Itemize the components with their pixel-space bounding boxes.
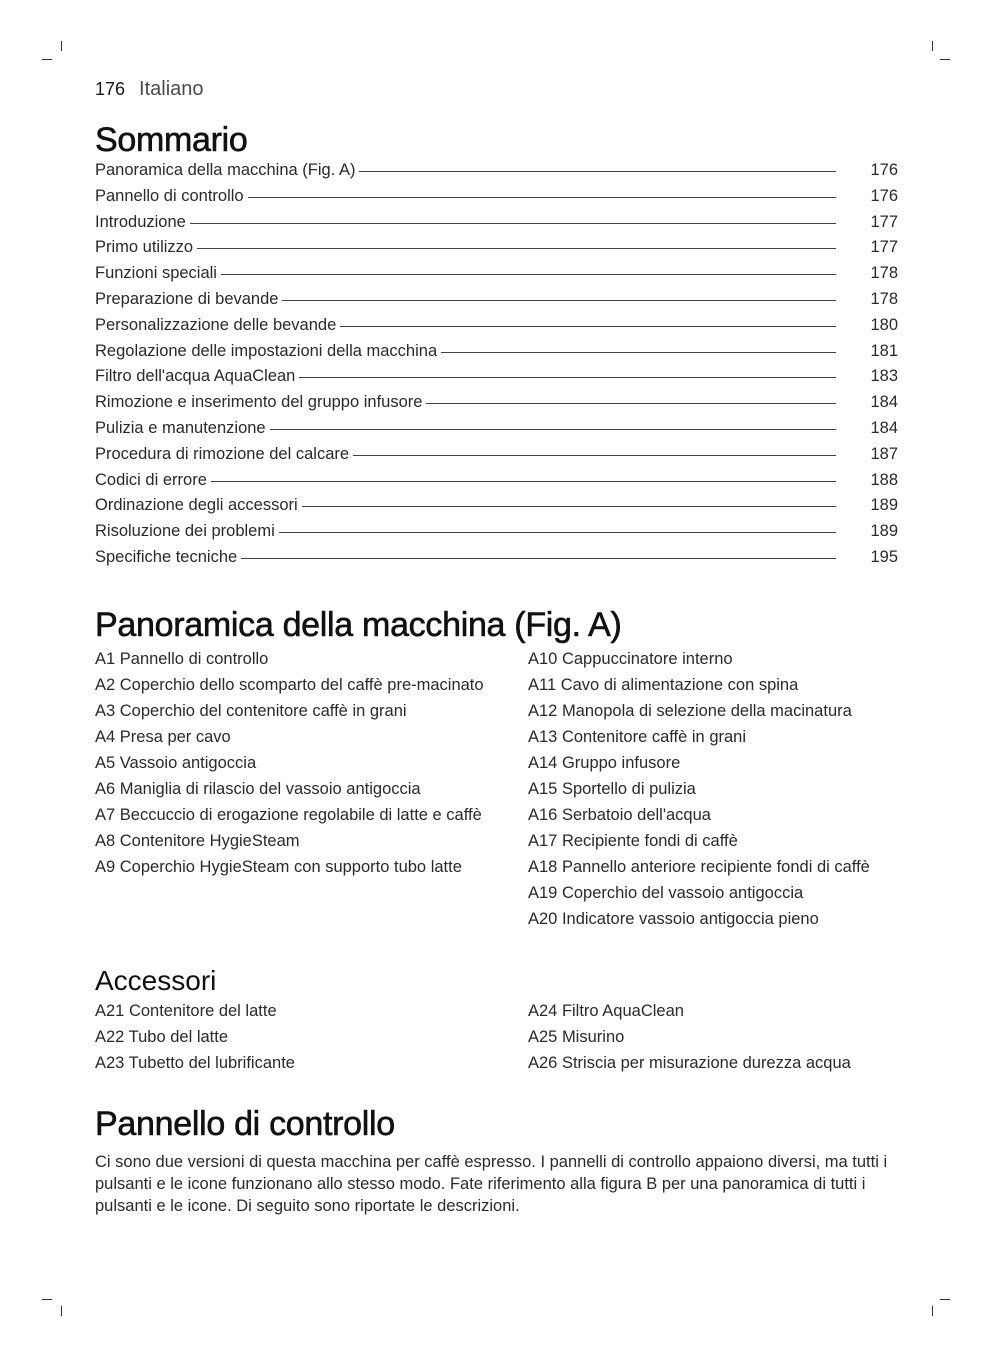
list-item: A25 Misurino [528,1028,625,1046]
table-of-contents [95,161,898,574]
toc-entry-page: 187 [870,444,898,463]
list-item: A14 Gruppo infusore [528,754,681,772]
toc-leader [353,455,836,456]
toc-entry-page: 180 [870,315,898,334]
crop-mark [932,1306,933,1316]
toc-entry-title: Regolazione delle impostazioni della macchina [95,341,438,360]
toc-leader [190,223,836,224]
toc-entry-page: 184 [870,393,898,412]
page-header [95,78,204,101]
list-item: A17 Recipiente fondi di caffè [528,832,738,850]
toc-entry[interactable] [95,393,898,419]
toc-entry-page: 178 [870,289,898,308]
list-item: A24 Filtro AquaClean [528,1002,684,1020]
toc-entry-page: 176 [870,161,898,179]
toc-leader [282,300,836,301]
toc-entry-title: Rimozione e inserimento del gruppo infusore [95,393,423,412]
toc-entry[interactable] [95,238,898,264]
toc-entry[interactable] [95,264,898,290]
list-item: A9 Coperchio HygieSteam con supporto tubo latte [95,858,462,876]
toc-entry[interactable] [95,471,898,497]
toc-leader [241,558,836,559]
toc-leader [359,171,836,172]
crop-mark [61,41,62,51]
list-item: A26 Striscia per misurazione durezza acqua [528,1054,851,1072]
overview-list-right [528,648,908,934]
list-item: A6 Maniglia di rilascio del vassoio antigoccia [95,780,421,798]
toc-title: Sommario [95,121,248,159]
toc-entry-page: 184 [870,418,898,437]
toc-entry-title: Panoramica della macchina (Fig. A) [95,161,356,179]
list-item: A16 Serbatoio dell'acqua [528,806,711,824]
toc-entry-page: 176 [870,186,898,205]
list-item: A15 Sportello di pulizia [528,780,696,798]
accessories-title: Accessori [95,965,217,996]
control-panel-description: Ci sono due versioni di questa macchina per caffè espresso. I pannelli di controllo appaiono diversi, ma tutti i pulsanti e le icone funzionano allo stesso modo. Fate riferimento alla figura B per una panoramica di tutti i pulsanti e le icone. Di seguito sono riportate le descrizioni. [95,1153,888,1215]
toc-entry-page: 195 [870,547,898,566]
toc-entry-page: 181 [870,341,898,360]
list-item: A19 Coperchio del vassoio antigoccia [528,884,804,902]
crop-mark [61,1306,62,1316]
toc-entry[interactable] [95,548,898,574]
crop-mark [42,1299,52,1300]
page-number: 176 [95,79,126,99]
list-item: A12 Manopola di selezione della macinatura [528,702,852,720]
control-panel-title: Pannello di controllo [95,1105,395,1143]
toc-entry[interactable] [95,161,898,187]
toc-leader [441,352,836,353]
toc-entry-title: Filtro dell'acqua AquaClean [95,367,296,386]
list-item: A13 Contenitore caffè in grani [528,728,747,746]
toc-entry-title: Preparazione di bevande [95,289,279,308]
list-item: A8 Contenitore HygieSteam [95,832,300,850]
toc-entry-title: Pannello di controllo [95,186,244,205]
toc-leader [270,429,836,430]
toc-entry-title: Introduzione [95,212,186,231]
toc-entry[interactable] [95,496,898,522]
toc-leader [426,403,836,404]
list-item: A10 Cappuccinatore interno [528,650,733,668]
list-item: A20 Indicatore vassoio antigoccia pieno [528,910,819,928]
toc-leader [279,532,836,533]
toc-leader [221,274,836,275]
toc-entry-page: 177 [870,212,898,231]
toc-entry-title: Procedura di rimozione del calcare [95,444,350,463]
list-item: A18 Pannello anteriore recipiente fondi di caffè [528,858,870,876]
toc-entry[interactable] [95,187,898,213]
toc-entry-page: 189 [870,496,898,515]
toc-entry-title: Specifiche tecniche [95,547,238,566]
toc-leader [197,248,836,249]
toc-entry-title: Pulizia e manutenzione [95,418,266,437]
toc-entry-page: 178 [870,264,898,283]
list-item: A7 Beccuccio di erogazione regolabile di latte e caffè [95,806,482,824]
list-item: A23 Tubetto del lubrificante [95,1054,295,1072]
toc-entry-page: 183 [870,367,898,386]
toc-entry-page: 188 [870,470,898,489]
toc-entry-title: Ordinazione degli accessori [95,496,298,515]
toc-entry-title: Codici di errore [95,470,207,489]
toc-entry[interactable] [95,419,898,445]
toc-leader [248,197,836,198]
list-item: A4 Presa per cavo [95,728,231,746]
list-item: A22 Tubo del latte [95,1028,229,1046]
toc-entry[interactable] [95,342,898,368]
list-item: A11 Cavo di alimentazione con spina [528,676,799,694]
toc-entry[interactable] [95,522,898,548]
list-item: A1 Pannello di controllo [95,650,269,668]
toc-entry-title: Primo utilizzo [95,238,194,257]
toc-entry[interactable] [95,290,898,316]
toc-leader [299,377,836,378]
toc-leader [211,481,836,482]
language-label: Italiano [139,78,204,100]
toc-entry-title: Funzioni speciali [95,264,217,283]
toc-entry[interactable] [95,316,898,342]
list-item: A21 Contenitore del latte [95,1002,277,1020]
overview-title: Panoramica della macchina (Fig. A) [95,606,622,644]
toc-entry-page: 177 [870,238,898,257]
list-item: A2 Coperchio dello scomparto del caffè pre-macinato [95,676,484,694]
overview-list-left [95,648,490,882]
toc-entry-title: Personalizzazione delle bevande [95,315,337,334]
toc-entry-page: 189 [870,522,898,541]
crop-mark [42,59,52,60]
crop-mark [940,59,950,60]
list-item: A5 Vassoio antigoccia [95,754,257,772]
toc-entry[interactable] [95,445,898,471]
toc-entry[interactable] [95,367,898,393]
toc-entry-title: Risoluzione dei problemi [95,522,275,541]
toc-entry[interactable] [95,213,898,239]
crop-mark [940,1299,950,1300]
accessories-list-right [528,1000,908,1078]
crop-mark [932,41,933,51]
list-item: A3 Coperchio del contenitore caffè in grani [95,702,407,720]
toc-leader [340,326,836,327]
accessories-list-left [95,1000,490,1078]
toc-leader [302,506,836,507]
